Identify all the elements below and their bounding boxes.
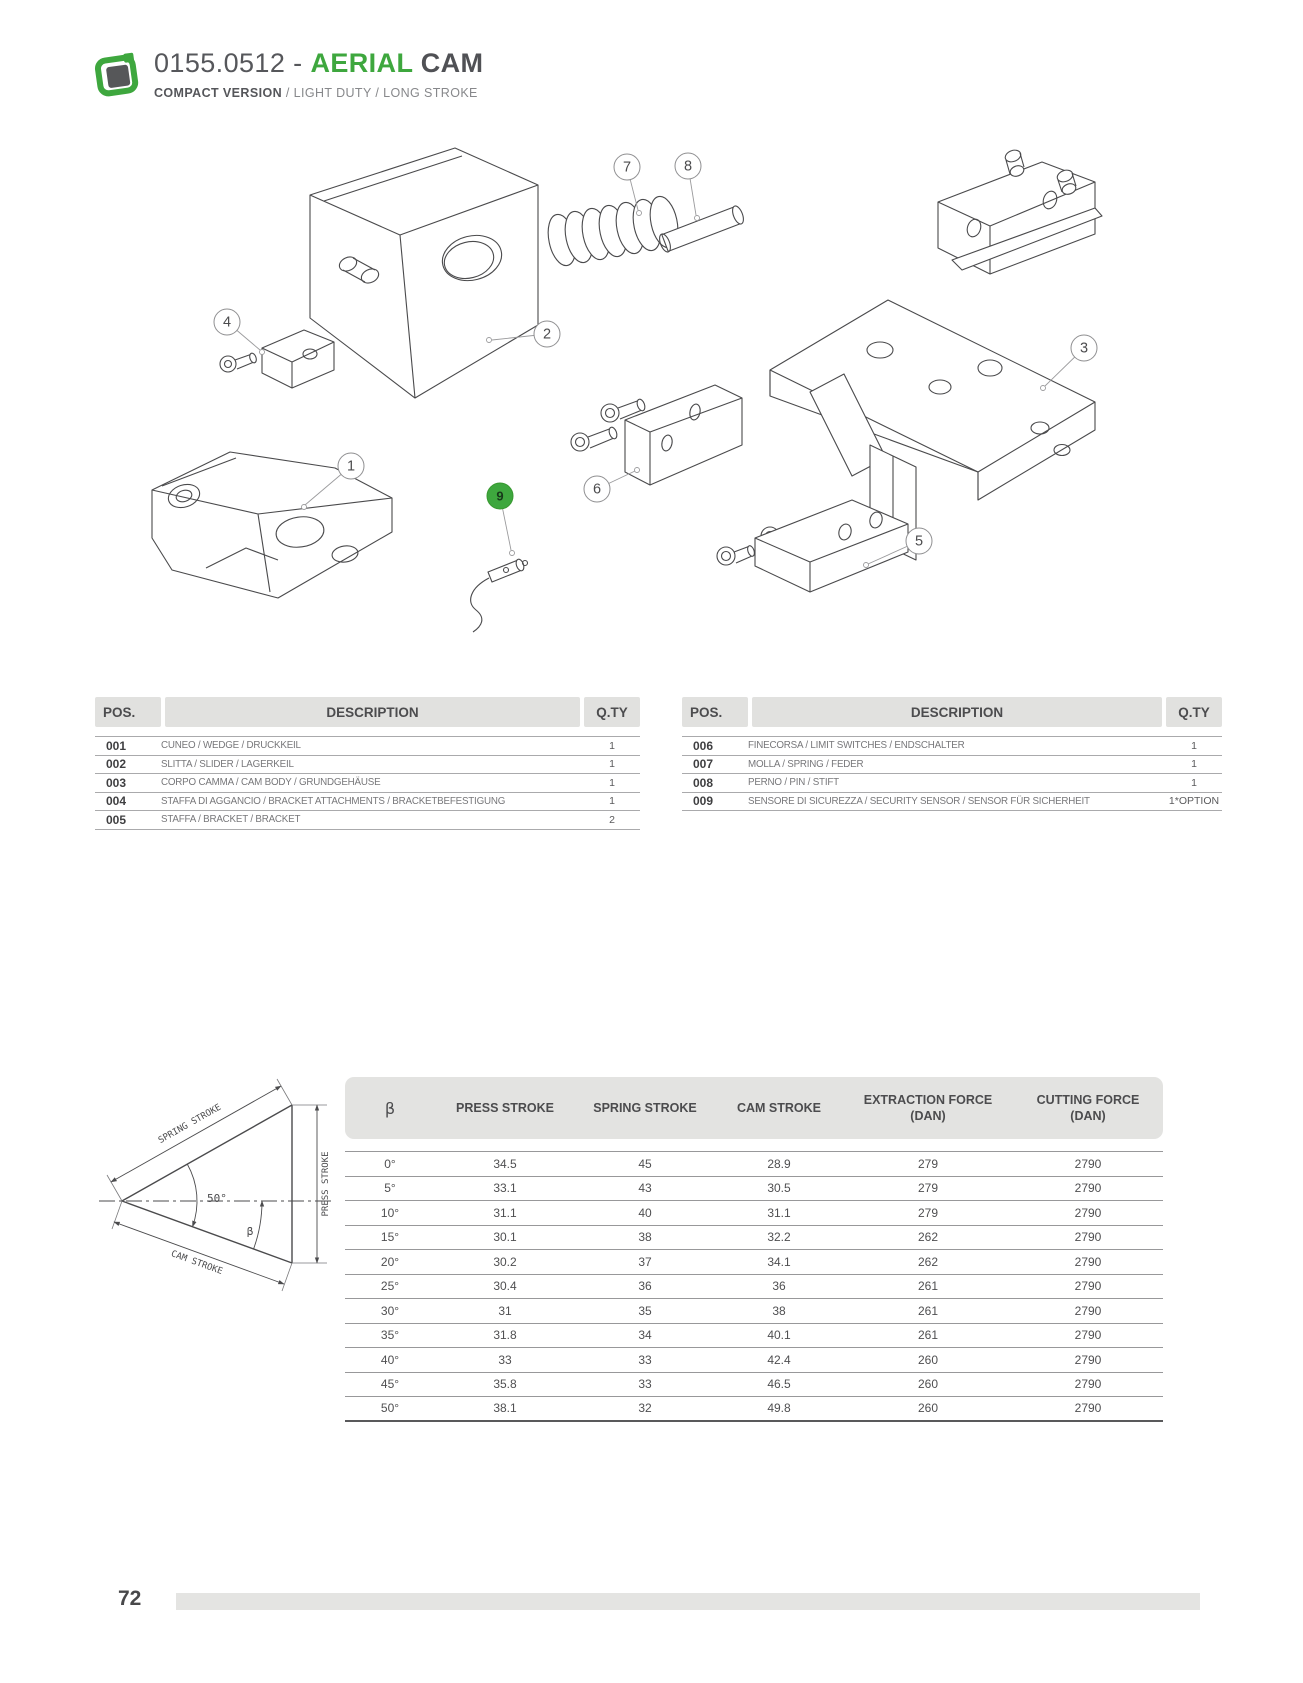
part-qty: 1 <box>1191 739 1197 752</box>
spec-beta: 10° <box>380 1205 400 1220</box>
cam-stroke-label: CAM STROKE <box>169 1249 224 1278</box>
spec-cam: 49.8 <box>767 1401 791 1416</box>
callout-4: 4 <box>214 309 241 336</box>
callout-9-sensor: 9 <box>487 483 514 510</box>
spec-press: 31.8 <box>493 1328 517 1343</box>
col-header-pos: POS. <box>682 697 748 727</box>
spec-beta: 0° <box>384 1156 396 1171</box>
spec-beta: 25° <box>380 1279 400 1294</box>
spec-spring: 43 <box>638 1181 652 1196</box>
spec-spring: 32 <box>638 1401 652 1416</box>
spec-press: 31 <box>498 1303 512 1318</box>
product-name-green: AERIAL <box>310 48 413 78</box>
part-qty: 1 <box>609 776 615 789</box>
spec-cam: 46.5 <box>767 1377 791 1392</box>
callout-5: 5 <box>906 528 933 555</box>
spec-press: 30.2 <box>493 1254 517 1269</box>
part-qty: 1 <box>1191 758 1197 771</box>
spec-cam: 32.2 <box>767 1230 791 1245</box>
spec-press: 33.1 <box>493 1181 517 1196</box>
part-qty: 1*OPTION <box>1168 795 1220 808</box>
part-safety-sensor-drawing <box>471 558 528 632</box>
part-attachment-bracket-drawing <box>220 330 334 388</box>
spec-cutting: 2790 <box>1074 1254 1102 1269</box>
spec-row <box>345 1299 1163 1324</box>
press-stroke-label: PRESS STROKE <box>321 1151 331 1217</box>
spec-cutting: 2790 <box>1074 1205 1102 1220</box>
part-qty: 1 <box>1191 776 1197 789</box>
spec-beta: 45° <box>380 1377 400 1392</box>
part-qty: 2 <box>609 813 615 826</box>
part-description: CORPO CAMMA / CAM BODY / GRUNDGEHÄUSE <box>161 777 381 789</box>
col-header-pos: POS. <box>95 697 161 727</box>
spec-extraction: 279 <box>917 1181 939 1196</box>
spec-table-header <box>345 1077 1163 1139</box>
spec-cam: 30.5 <box>767 1181 791 1196</box>
spec-beta: 20° <box>380 1254 400 1269</box>
part-spring-drawing <box>544 194 682 268</box>
part-description: STAFFA DI AGGANCIO / BRACKET ATTACHMENTS / BRACKETBEFESTIGUNG <box>161 795 506 807</box>
spec-extraction: 260 <box>917 1352 939 1367</box>
spring-stroke-label: SPRING STROKE <box>156 1102 224 1146</box>
col-header-beta: β <box>384 1098 396 1118</box>
spec-cutting: 2790 <box>1074 1377 1102 1392</box>
part-description: CUNEO / WEDGE / DRUCKKEIL <box>161 740 301 752</box>
spec-press: 31.1 <box>493 1205 517 1220</box>
page-subtitle: COMPACT VERSION / LIGHT DUTY / LONG STROKE <box>154 86 478 100</box>
part-qty: 1 <box>609 795 615 808</box>
spec-extraction: 262 <box>917 1254 939 1269</box>
spec-cam: 36 <box>772 1279 786 1294</box>
parts-row <box>95 793 640 812</box>
spec-beta: 15° <box>380 1230 400 1245</box>
spec-beta: 35° <box>380 1328 400 1343</box>
spec-row <box>345 1373 1163 1398</box>
spec-spring: 45 <box>638 1156 652 1171</box>
col-header-description: DESCRIPTION <box>752 697 1162 727</box>
spec-row <box>345 1397 1163 1422</box>
part-cam-body-drawing <box>310 148 538 398</box>
spec-cutting: 2790 <box>1074 1279 1102 1294</box>
parts-table-left <box>95 697 640 830</box>
part-pos: 002 <box>106 757 127 772</box>
callout-1: 1 <box>338 453 365 480</box>
parts-table-left-header <box>95 697 640 727</box>
spec-cutting: 2790 <box>1074 1352 1102 1367</box>
part-description: SLITTA / SLIDER / LAGERKEIL <box>161 758 294 770</box>
part-pos: 001 <box>106 738 127 753</box>
col-header-description: DESCRIPTION <box>165 697 580 727</box>
spec-row <box>345 1275 1163 1300</box>
spec-extraction: 279 <box>917 1156 939 1171</box>
col-header-extraction-force: EXTRACTION FORCE (DAN) <box>863 1092 993 1123</box>
page-number: 72 <box>118 1587 142 1610</box>
part-description: STAFFA / BRACKET / BRACKET <box>161 814 301 826</box>
spec-press: 30.1 <box>493 1230 517 1245</box>
part-pos: 004 <box>106 794 127 809</box>
spec-row <box>345 1324 1163 1349</box>
spec-spring: 33 <box>638 1377 652 1392</box>
part-pos: 007 <box>693 757 714 772</box>
spec-cam: 34.1 <box>767 1254 791 1269</box>
spec-table-body <box>345 1151 1163 1422</box>
exploded-assembly-diagram <box>110 140 1190 665</box>
part-pos: 003 <box>106 775 127 790</box>
part-limit-switch-drawing <box>571 385 742 485</box>
part-qty: 1 <box>609 758 615 771</box>
col-header-qty: Q.TY <box>584 697 640 727</box>
spec-cam: 38 <box>772 1303 786 1318</box>
spec-row <box>345 1348 1163 1373</box>
spec-spring: 33 <box>638 1352 652 1367</box>
spec-spring: 37 <box>638 1254 652 1269</box>
spec-cutting: 2790 <box>1074 1328 1102 1343</box>
spec-cam: 28.9 <box>767 1156 791 1171</box>
parts-row <box>95 756 640 775</box>
part-description: MOLLA / SPRING / FEDER <box>748 758 864 770</box>
spring-stroke-dim-line <box>111 1086 281 1182</box>
spec-extraction: 261 <box>917 1303 939 1318</box>
callout-8: 8 <box>675 153 702 180</box>
spec-spring: 38 <box>638 1230 652 1245</box>
spec-cutting: 2790 <box>1074 1401 1102 1416</box>
col-header-cutting-force: CUTTING FORCE (DAN) <box>1036 1092 1140 1123</box>
spec-cam: 42.4 <box>767 1352 791 1367</box>
stroke-dimension-diagram <box>95 1013 345 1313</box>
spec-beta: 30° <box>380 1303 400 1318</box>
spec-cutting: 2790 <box>1074 1181 1102 1196</box>
part-pos: 008 <box>693 775 714 790</box>
callout-2: 2 <box>534 321 561 348</box>
beta-arc <box>254 1201 262 1249</box>
spec-cutting: 2790 <box>1074 1303 1102 1318</box>
parts-row <box>95 774 640 793</box>
spec-beta: 50° <box>380 1401 400 1416</box>
spec-extraction: 279 <box>917 1205 939 1220</box>
part-pos: 009 <box>693 794 714 809</box>
page-title <box>154 48 483 79</box>
parts-table-right-body <box>682 736 1222 811</box>
part-description: PERNO / PIN / STIFT <box>748 777 839 789</box>
spec-row <box>345 1177 1163 1202</box>
spec-row <box>345 1152 1163 1177</box>
product-code: 0155.0512 - <box>154 48 311 78</box>
part-pos: 006 <box>693 738 714 753</box>
spec-press: 30.4 <box>493 1279 517 1294</box>
part-description: SENSORE DI SICUREZZA / SECURITY SENSOR / SENSOR FÜR SICHERHEIT <box>748 795 1090 807</box>
stroke-triangle <box>122 1102 292 1263</box>
parts-table-right <box>682 697 1222 830</box>
spec-press: 33 <box>498 1352 512 1367</box>
spec-beta: 5° <box>384 1181 396 1196</box>
spec-extraction: 261 <box>917 1279 939 1294</box>
part-description: FINECORSA / LIMIT SWITCHES / ENDSCHALTER <box>748 740 965 752</box>
parts-row <box>682 756 1222 775</box>
callout-6: 6 <box>584 476 611 503</box>
col-header-cam-stroke: CAM STROKE <box>736 1101 822 1115</box>
spec-spring: 40 <box>638 1205 652 1220</box>
spec-spring: 36 <box>638 1279 652 1294</box>
page-header <box>93 48 483 100</box>
spec-extraction: 262 <box>917 1230 939 1245</box>
spec-spring: 34 <box>638 1328 652 1343</box>
col-header-qty: Q.TY <box>1166 697 1222 727</box>
spec-cam: 31.1 <box>767 1205 791 1220</box>
spec-row <box>345 1226 1163 1251</box>
parts-row <box>682 737 1222 756</box>
spec-cutting: 2790 <box>1074 1230 1102 1245</box>
spec-press: 34.5 <box>493 1156 517 1171</box>
spec-cutting: 2790 <box>1074 1156 1102 1171</box>
product-name-dark: CAM <box>412 48 484 78</box>
parts-table-left-body <box>95 736 640 830</box>
spec-press: 35.8 <box>493 1377 517 1392</box>
stroke-spec-section <box>95 1005 1170 1425</box>
spec-row <box>345 1250 1163 1275</box>
beta-label: β <box>246 1225 254 1238</box>
spec-row <box>345 1201 1163 1226</box>
angle-50-arc <box>187 1164 197 1227</box>
parts-table-right-header <box>682 697 1222 727</box>
spec-extraction: 260 <box>917 1401 939 1416</box>
col-header-spring-stroke: SPRING STROKE <box>593 1101 697 1115</box>
parts-row <box>682 774 1222 793</box>
spec-press: 38.1 <box>493 1401 517 1416</box>
spec-cam: 40.1 <box>767 1328 791 1343</box>
callout-7: 7 <box>614 154 641 181</box>
parts-row <box>95 811 640 830</box>
spec-extraction: 261 <box>917 1328 939 1343</box>
parts-row <box>95 737 640 756</box>
callout-3: 3 <box>1071 335 1098 362</box>
spec-spring: 35 <box>638 1303 652 1318</box>
part-bracket-drawing <box>717 500 908 592</box>
exploded-drawing <box>110 140 1190 665</box>
spec-extraction: 260 <box>917 1377 939 1392</box>
parts-row <box>682 793 1222 812</box>
footer-bar <box>176 1593 1200 1610</box>
part-main-bracket-drawing <box>770 148 1102 560</box>
angle-50-label: 50° <box>207 1192 227 1205</box>
spec-beta: 40° <box>380 1352 400 1367</box>
brand-logo-icon <box>93 48 141 98</box>
col-header-press-stroke: PRESS STROKE <box>456 1101 554 1115</box>
parts-lists <box>95 697 1222 830</box>
part-pos: 005 <box>106 812 127 827</box>
stroke-spec-table <box>345 1077 1163 1422</box>
part-qty: 1 <box>609 739 615 752</box>
